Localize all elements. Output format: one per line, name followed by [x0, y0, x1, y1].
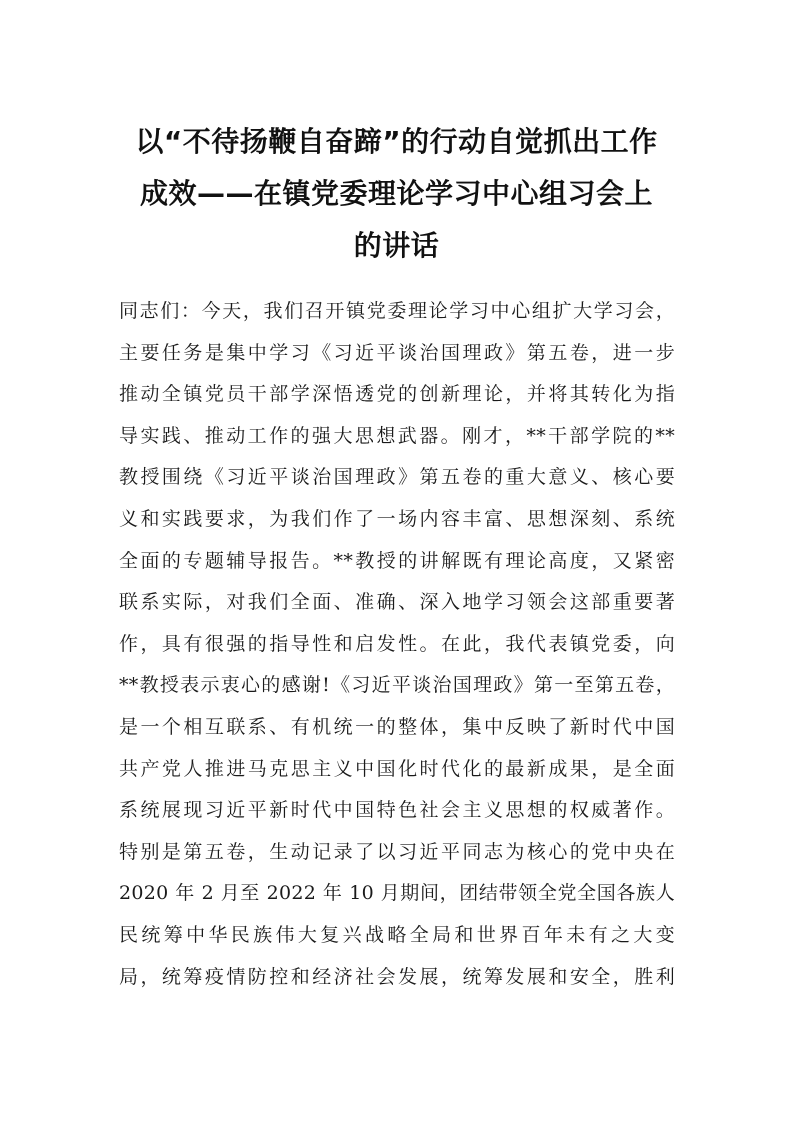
body-line: 导实践、推动工作的强大思想武器。刚才，**干部学院的**	[119, 424, 675, 447]
speech-body	[119, 291, 675, 998]
body-line: 系统展现习近平新时代中国特色社会主义思想的权威著作。	[119, 799, 675, 822]
title-line: 成效——在镇党委理论学习中心组习会上	[139, 177, 653, 210]
title-line: 以“不待扬鞭自奋蹄”的行动自觉抓出工作	[135, 125, 658, 158]
body-line: 推动全镇党员干部学深悟透党的创新理论，并将其转化为指	[119, 383, 675, 406]
body-line: 特别是第五卷，生动记录了以习近平同志为核心的党中央在	[119, 840, 675, 863]
body-line: 局，统筹疫情防控和经济社会发展，统筹发展和安全，胜利	[119, 965, 675, 988]
document-title	[110, 116, 683, 272]
body-line: 2020 年 2 月至 2022 年 10 月期间，团结带领全党全国各族人	[119, 882, 675, 905]
title-line: 的讲话	[353, 229, 440, 262]
body-line: 民统筹中华民族伟大复兴战略全局和世界百年未有之大变	[119, 923, 675, 946]
body-line: 共产党人推进马克思主义中国化时代化的最新成果，是全面	[119, 757, 675, 780]
body-line: **教授表示衷心的感谢!《习近平谈治国理政》第一至第五卷，	[119, 674, 675, 697]
body-line: 主要任务是集中学习《习近平谈治国理政》第五卷，进一步	[119, 341, 675, 364]
body-line: 全面的专题辅导报告。**教授的讲解既有理论高度，又紧密	[119, 549, 675, 572]
body-line: 同志们：今天，我们召开镇党委理论学习中心组扩大学习会，	[119, 300, 675, 322]
body-line: 联系实际，对我们全面、准确、深入地学习领会这部重要著	[119, 591, 675, 614]
body-line: 教授围绕《习近平谈治国理政》第五卷的重大意义、核心要	[119, 466, 675, 489]
body-line: 是一个相互联系、有机统一的整体，集中反映了新时代中国	[119, 715, 675, 738]
body-line: 作，具有很强的指导性和启发性。在此，我代表镇党委，向	[119, 632, 675, 655]
body-line: 义和实践要求，为我们作了一场内容丰富、思想深刻、系统	[119, 507, 675, 530]
